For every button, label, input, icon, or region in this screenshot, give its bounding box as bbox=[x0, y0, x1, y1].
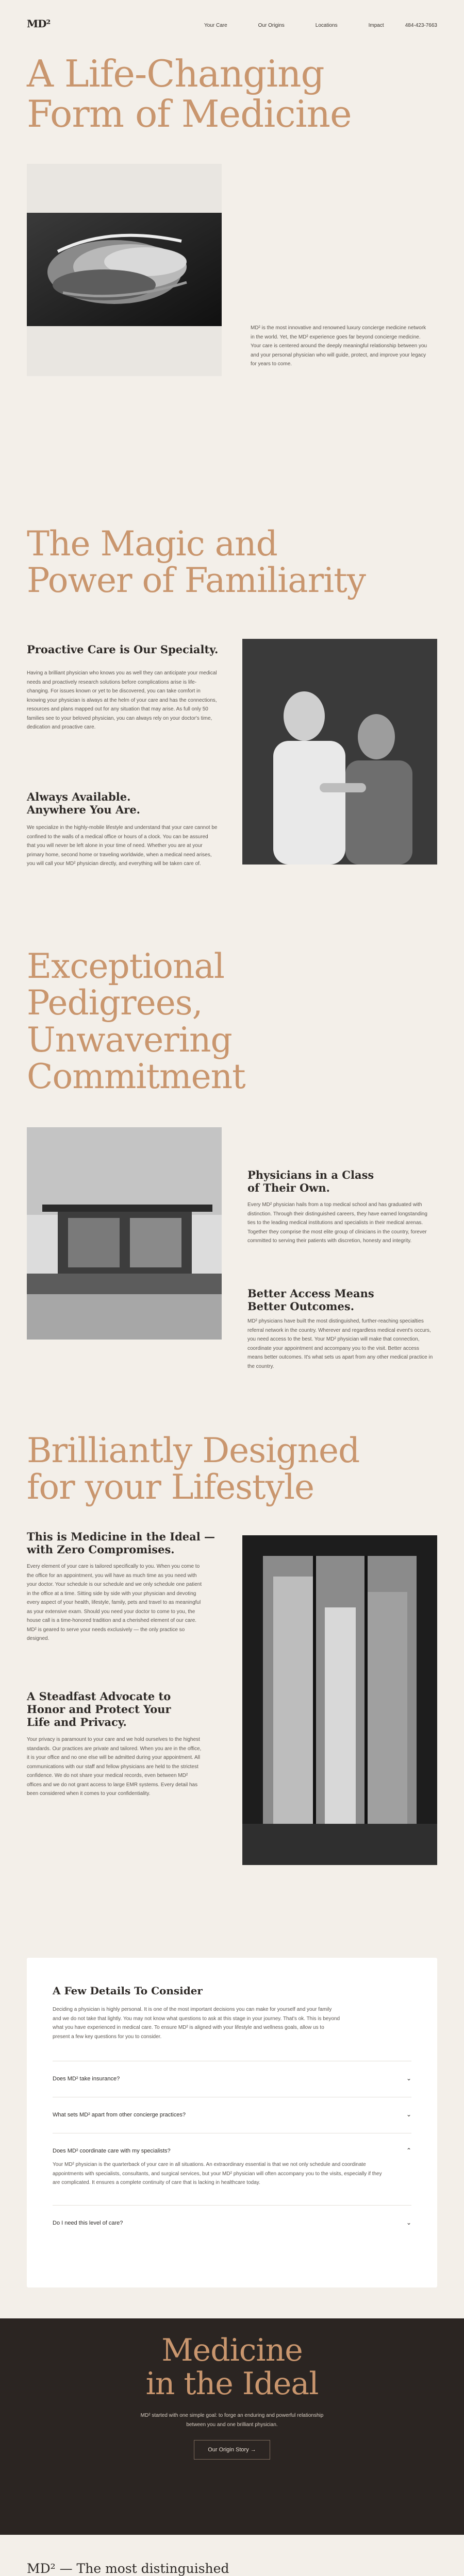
ideal-section bbox=[0, 2332, 464, 2535]
hero-section bbox=[0, 52, 464, 526]
chevron-up-icon[interactable]: ⌃ bbox=[406, 2147, 411, 2154]
physicians-class-heading bbox=[247, 1168, 374, 1194]
faq-intro: Deciding a physician is highly personal. It is one of the most important decisions you can make for yourself and your family and we do not take that lightly. You may not know what questions to ask at this stage in your journey. That's ok. This is beyond what you have experienced in medical care. To ensure MD² is aligned with your lifestyle and wellness goals, allow us to present a few key questions for you to consider. bbox=[53, 2007, 340, 2040]
faq-title: A Few Details To Consider bbox=[53, 1985, 203, 1997]
hero-hands-photo bbox=[27, 164, 222, 376]
origin-story-button[interactable]: Our Origin Story → bbox=[194, 2440, 270, 2460]
pedigrees-title-line-1: Exceptional bbox=[27, 946, 225, 986]
pedigrees-title-line-3: Unwavering bbox=[27, 1020, 232, 1060]
pedigrees-title-line-2: Pedigrees, bbox=[27, 983, 203, 1023]
ideal-title bbox=[0, 2334, 464, 2401]
designed-title-line-2: for your Lifestyle bbox=[27, 1467, 314, 1507]
faq-question: Does MD² take insurance? bbox=[53, 2076, 120, 2082]
proactive-care-body: Having a brilliant physician who knows you as well they can anticipate your medical needs and proactively research solutions before complications arise is life-changing. For issues known or yet to be discovered, you can take comfort in knowing your physician is always at the helm of your care and has the connections, resources and plans mapped out for any situation that may arise. As full only 50 families see to your beloved physician, you can always rely on your doctor's time, dedication and proactive care. bbox=[27, 670, 217, 730]
better-access-body: MD² physicians have built the most distinguished, further-reaching specialties referral network in the country. Wherever and regardless medical event's occurs, you need access to the best. Your MD² physician will make that connection, coordinate your appointment and accompany you to the visit. Better access means better outcomes. It's what sets us apart from any other medical practice in the country. bbox=[247, 1318, 433, 1369]
ideal-button-wrap bbox=[0, 2440, 464, 2460]
steadfast-advocate-heading bbox=[27, 1690, 171, 1729]
designed-title-line-1: Brilliantly Designed bbox=[27, 1431, 360, 1470]
hero-title bbox=[27, 54, 352, 134]
always-available-body: We specialize in the highly-mobile lifestyle and understand that your care cannot be confined to the walls of a medical office or hours of a clock. You can be assured that you will never be left alone in your time of need. Whether you are at your primary home, second home or traveling worldwide, when a medical need arises, you will call your MD² physician directly, and everything will be taken care of. bbox=[27, 825, 218, 867]
nav-link-your-care[interactable]: Your Care bbox=[204, 23, 227, 28]
doctor-illustration bbox=[242, 639, 437, 865]
faq-card bbox=[27, 1958, 437, 2287]
doctor-patient-photo bbox=[242, 639, 437, 865]
chevron-down-icon[interactable]: ⌄ bbox=[406, 2075, 411, 2082]
footer-title bbox=[27, 2561, 229, 2576]
zero-compromises-line-2: with Zero Compromises. bbox=[27, 1543, 175, 1556]
ideal-title-line-2: in the Ideal bbox=[145, 2365, 319, 2402]
pedigrees-title bbox=[27, 948, 245, 1095]
faq-section bbox=[0, 1947, 464, 2370]
hero-title-line-1: A Life-Changing bbox=[27, 52, 324, 95]
city-illustration bbox=[242, 1535, 437, 1865]
chevron-down-icon[interactable]: ⌄ bbox=[406, 2219, 411, 2226]
designed-title bbox=[27, 1432, 359, 1506]
hero-body: MD² is the most innovative and renowned luxury concierge medicine network in the world. Yet, the MD² experience goes far beyond concierge medicine. Your care is centered around the deeply meaningful relationship between you and your personal physician who will guide, protect, and improve your legacy for years to come. bbox=[251, 325, 427, 367]
faq-item-expanded[interactable] bbox=[53, 2133, 411, 2205]
nav-link-impact[interactable]: Impact bbox=[368, 23, 384, 28]
physicians-class-body: Every MD² physician hails from a top medical school and has graduated with distinction. Through their distinguished careers, they have earned longstanding ties to the leading medical institutions and specialists in their medical arenas. Together they comprise the most elite group of clinicians in the country, forever committed to serving their patients with discretion, honesty and integrity. bbox=[247, 1202, 427, 1244]
physicians-class-line-2: of Their Own. bbox=[247, 1181, 330, 1195]
better-access-heading bbox=[247, 1287, 374, 1313]
steadfast-advocate-line-2: Honor and Protect Your bbox=[27, 1703, 171, 1716]
zero-compromises-heading bbox=[27, 1530, 215, 1556]
city-window-photo bbox=[242, 1535, 437, 1865]
faq-item[interactable] bbox=[53, 2205, 411, 2241]
nav-phone[interactable]: 484-423-7663 bbox=[405, 23, 437, 28]
modern-house-photo bbox=[27, 1127, 222, 1340]
logo-text: MD² bbox=[27, 18, 51, 30]
pedigrees-title-line-4: Commitment bbox=[27, 1056, 245, 1096]
always-available-line-2: Anywhere You Are. bbox=[27, 803, 140, 817]
nav-link-locations[interactable]: Locations bbox=[315, 23, 338, 28]
main-nav bbox=[204, 23, 384, 28]
designed-section bbox=[0, 1432, 464, 1947]
zero-compromises-line-1: This is Medicine in the Ideal — bbox=[27, 1530, 216, 1543]
faq-question: Do I need this level of care? bbox=[53, 2220, 123, 2226]
familiarity-section bbox=[0, 526, 464, 948]
nav-link-our-origins[interactable]: Our Origins bbox=[258, 23, 285, 28]
faq-question: Does MD² coordinate care with my specialists? bbox=[53, 2148, 171, 2154]
site-logo[interactable] bbox=[27, 18, 50, 30]
faq-list bbox=[27, 2061, 437, 2241]
steadfast-advocate-line-1: A Steadfast Advocate to bbox=[27, 1690, 171, 1703]
hands-illustration bbox=[27, 164, 222, 376]
zero-compromises-body: Every element of your care is tailored specifically to you. When you come to the office for an appointment, you will have as much time as you need with your doctor. Your schedule is our schedule and we only schedule one patient in the office at a time. Sitting side by side with your physician and devoting every aspect of your health, lifestyle, family, pets and travel to as meaningful as your extensive exam. Should you need your doctor to come to you, the house call is a time-honored tradition and a cherished element of our care. MD² is geared to serve your needs exclusively — the only practice so designed. bbox=[27, 1564, 202, 1641]
ideal-body: MD² started with one simple goal: to forge an enduring and powerful relationship between you and one brilliant physician. bbox=[140, 2413, 324, 2428]
better-access-line-1: Better Access Means bbox=[247, 1287, 374, 1300]
chevron-down-icon[interactable]: ⌄ bbox=[406, 2111, 411, 2118]
steadfast-advocate-body: Your privacy is paramount to your care and we hold ourselves to the highest standards. Our practices are private and tailored. When you are in the office, it is your office and no one else will be admitted during your appointment. All communications with our staff and fellow physicians are held to the strictest confidence. We do not share your medical records, even between MD² offices and we do not grant access to large EMR systems. Every detail has been considered when it comes to your confidentiality. bbox=[27, 1737, 202, 1797]
always-available-heading bbox=[27, 790, 140, 816]
better-access-line-2: Better Outcomes. bbox=[247, 1300, 355, 1313]
familiarity-title-line-2: Power of Familiarity bbox=[27, 561, 366, 601]
pedigrees-section bbox=[0, 948, 464, 1432]
ideal-title-line-1: Medicine bbox=[161, 2332, 303, 2368]
faq-item[interactable] bbox=[53, 2097, 411, 2133]
hero-title-line-2: Form of Medicine bbox=[27, 92, 352, 135]
site-footer bbox=[0, 2535, 464, 2576]
physicians-class-line-1: Physicians in a Class bbox=[247, 1168, 374, 1181]
steadfast-advocate-line-3: Life and Privacy. bbox=[27, 1716, 127, 1729]
always-available-line-1: Always Available. bbox=[27, 790, 131, 803]
proactive-care-heading: Proactive Care is Our Specialty. bbox=[27, 643, 219, 656]
faq-question: What sets MD² apart from other concierge practices? bbox=[53, 2112, 186, 2118]
faq-item[interactable] bbox=[53, 2061, 411, 2097]
familiarity-title bbox=[27, 526, 366, 599]
faq-answer: Your MD² physician is the quarterback of your care in all situations. An extraordinary essential is that we not only schedule and coordinate appointments with specialists, consultants, and surgical services, but your MD² physician will often accompany you to the visits, especially if they are complicated. It ensures a complete continuity of care that is lacking in healthcare today. bbox=[53, 2162, 382, 2185]
footer-title-line-1: MD² — The most distinguished bbox=[27, 2561, 229, 2576]
top-nav bbox=[0, 0, 464, 52]
house-illustration bbox=[27, 1127, 222, 1340]
familiarity-title-line-1: The Magic and bbox=[27, 524, 277, 564]
